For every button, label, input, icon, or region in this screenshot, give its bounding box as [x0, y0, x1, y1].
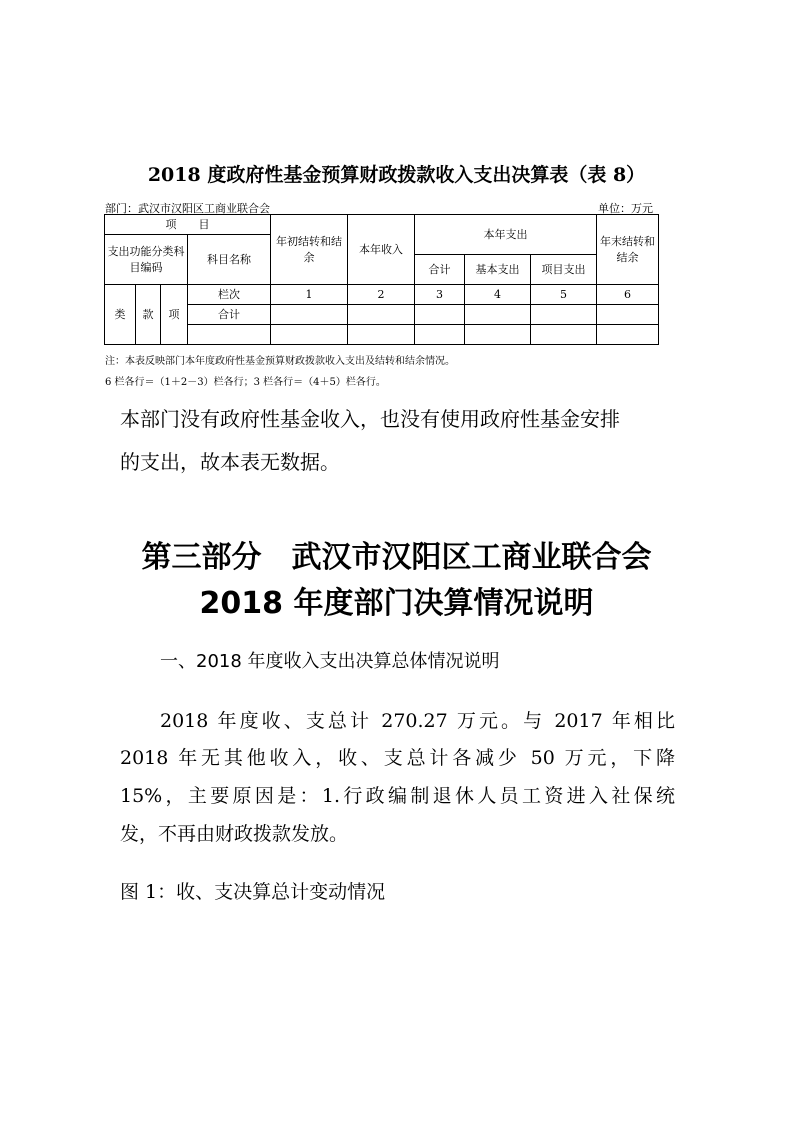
table-note: 注：本表反映部门本年度政府性基金预算财政拨款收入支出及结转和结余情况。 — [105, 356, 455, 367]
table-cell — [348, 325, 415, 345]
body-paragraph-line: 2018 年无其他收入，收、支总计各减少 50 万元，下降 — [120, 747, 675, 769]
table-cell — [271, 325, 348, 345]
opening-balance-header: 年初结转和结余 — [271, 215, 348, 285]
table-cell — [531, 305, 597, 325]
function-code-header: 支出功能分类科目编码 — [105, 235, 188, 285]
col-number: 5 — [531, 285, 597, 305]
col-number: 2 — [348, 285, 415, 305]
class-header: 类 — [105, 285, 136, 345]
col-number: 3 — [415, 285, 465, 305]
body-paragraph-line: 15%，主要原因是：1.行政编制退休人员工资进入社保统 — [120, 785, 675, 807]
col-number: 4 — [465, 285, 531, 305]
section-header: 款 — [136, 285, 161, 345]
project-expense-header: 项目支出 — [531, 255, 597, 285]
unit-label: 单位：万元 — [598, 202, 653, 215]
table-cell — [415, 325, 465, 345]
part-title: 第三部分 武汉市汉阳区工商业联合会 — [141, 540, 652, 575]
table-cell — [465, 325, 531, 345]
table-note-formula: 6 栏各行＝（1＋2－3）栏各行；3 栏各行＝（4＋5）栏各行。 — [105, 377, 386, 388]
col-number: 6 — [597, 285, 659, 305]
subject-name-header: 科目名称 — [188, 235, 271, 285]
table-cell — [597, 305, 659, 325]
current-expense-header: 本年支出 — [415, 215, 597, 255]
current-income-header: 本年收入 — [348, 215, 415, 285]
table-cell — [271, 305, 348, 325]
table-title: 2018 度政府性基金预算财政拨款收入支出决算表（表 8） — [147, 164, 646, 186]
basic-expense-header: 基本支出 — [465, 255, 531, 285]
no-data-statement-continued: 的支出，故本表无数据。 — [120, 450, 340, 474]
body-paragraph-line: 2018 年度收、支总计 270.27 万元。与 2017 年相比 — [160, 710, 675, 732]
no-data-statement: 本部门没有政府性基金收入，也没有使用政府性基金安排 — [120, 407, 620, 431]
table-cell — [188, 325, 271, 345]
table-cell — [465, 305, 531, 325]
section-heading: 一、2018 年度收入支出决算总体情况说明 — [160, 651, 500, 672]
col-number: 1 — [271, 285, 348, 305]
expense-total-header: 合计 — [415, 255, 465, 285]
table-cell — [597, 325, 659, 345]
figure-caption: 图 1：收、支决算总计变动情况 — [120, 881, 386, 903]
part-subtitle: 2018 年度部门决算情况说明 — [199, 586, 594, 621]
table-cell — [415, 305, 465, 325]
table-cell — [348, 305, 415, 325]
budget-table — [104, 214, 659, 345]
department-label: 部门：武汉市汉阳区工商业联合会 — [105, 202, 270, 215]
item-col-header: 项 — [161, 285, 188, 345]
item-header: 项 目 — [105, 215, 271, 235]
ending-balance-header: 年末结转和结余 — [597, 215, 659, 285]
body-paragraph-line: 发，不再由财政拨款发放。 — [120, 823, 349, 845]
table-cell — [531, 325, 597, 345]
total-row-label: 合计 — [188, 305, 271, 325]
column-no-label: 栏次 — [188, 285, 271, 305]
